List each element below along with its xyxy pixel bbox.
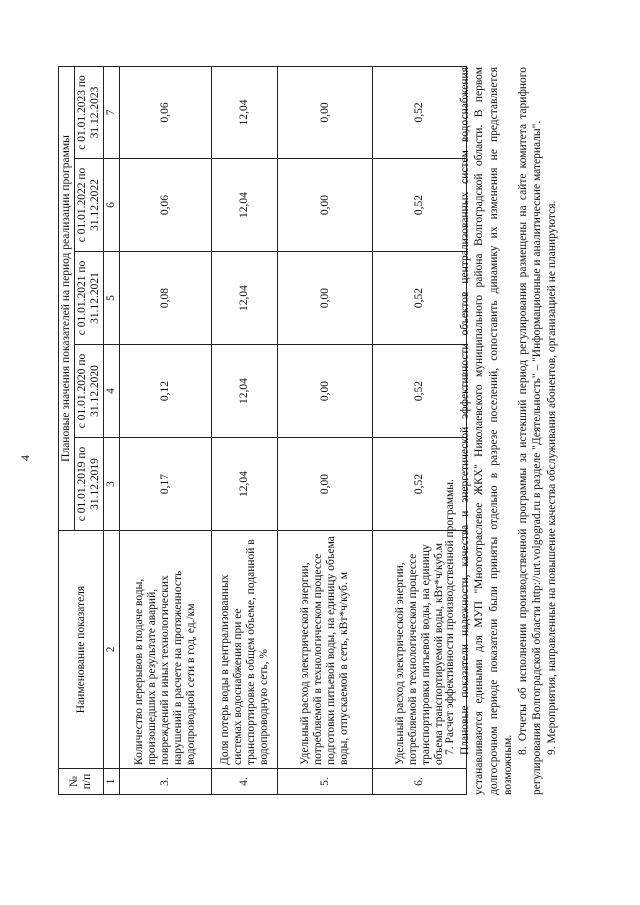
col-number: 2 — [104, 531, 120, 769]
row-value: 0,08 — [120, 252, 212, 345]
col-number: 4 — [104, 345, 120, 438]
row-value: 12,04 — [212, 438, 278, 531]
row-value: 0,12 — [120, 345, 212, 438]
row-value: 12,04 — [212, 252, 278, 345]
section-7-text: Плановые показатели надежности, качества и энергетической эффективности объектов централизованных систем водоснабжения устанавливаются едиными для МУП "Многоотраслевое ЖКХ" Николаевского муниципального района Волгоградской области. В первом долгосрочном периоде показатели были приняты отдельно в разрезе поселений, сопоставить динамику их изменения не представляется возможным. — [458, 67, 514, 795]
row-name: Доля потерь воды в централизованных системах водоснабжения при ее транспортировке в общем объеме, поданной в водопроводную сеть, % — [212, 531, 278, 769]
header-period: с 01.01.2019 по 31.12.2019 — [75, 438, 104, 531]
header-name: Наименование показателя — [59, 531, 104, 769]
table-header-row — [59, 66, 75, 794]
row-name: Количество перерывов в подаче воды, произошедших в результате аварий, повреждений и иных технологических нарушений в расчете на протяженность водопроводной сети в год, ед./км — [120, 531, 212, 769]
column-number-row — [104, 66, 120, 794]
row-name: Удельный расход электрической энергии, потребляемой в технологическом процессе транспортировки питьевой воды, на единицу объема транспортируемой воды, кВт*ч/куб.м — [373, 531, 467, 769]
row-value: 0,52 — [373, 159, 467, 252]
table-row — [278, 66, 373, 794]
header-period: с 01.01.2021 по 31.12.2021 — [75, 252, 104, 345]
header-period: с 01.01.2020 по 31.12.2020 — [75, 345, 104, 438]
header-num: № п/п — [59, 769, 104, 795]
row-value: 0,00 — [278, 66, 373, 158]
row-value: 0,00 — [278, 252, 373, 345]
header-period: с 01.01.2022 по 31.12.2022 — [75, 159, 104, 252]
row-value: 0,00 — [278, 159, 373, 252]
row-value: 0,52 — [373, 345, 467, 438]
table-row — [120, 66, 212, 794]
row-value: 0,52 — [373, 66, 467, 158]
row-value: 12,04 — [212, 159, 278, 252]
row-value: 0,52 — [373, 438, 467, 531]
section-7-heading: 7. Расчет эффективности производственной программы. — [444, 479, 456, 755]
section-8-text: 8. Отчеты об исполнении производственной программы за истекший период регулирования размещены на сайте комитета тарифного регулирования Волгоградской области http://urt.volgograd.ru в разделе "Деятельность" – "Информационные и аналитические материалы". — [516, 67, 543, 795]
row-value: 12,04 — [212, 66, 278, 158]
row-value: 0,52 — [373, 252, 467, 345]
row-num: 6. — [373, 769, 467, 795]
document-body — [443, 67, 559, 795]
row-value: 12,04 — [212, 345, 278, 438]
row-num: 5. — [278, 769, 373, 795]
col-number: 3 — [104, 438, 120, 531]
section-9-text: 9. Мероприятия, направленные на повышение качества обслуживания абонентов, организацией не планируются. — [545, 200, 558, 755]
row-value: 0,00 — [278, 345, 373, 438]
row-value: 0,06 — [120, 159, 212, 252]
header-group: Плановые значения показателей на период реализации программы — [59, 66, 75, 530]
col-number: 5 — [104, 252, 120, 345]
row-num: 3. — [120, 769, 212, 795]
col-number: 1 — [104, 769, 120, 795]
table-row — [212, 66, 278, 794]
row-value: 0,06 — [120, 66, 212, 158]
row-value: 0,00 — [278, 438, 373, 531]
indicators-table — [58, 66, 467, 795]
col-number: 6 — [104, 159, 120, 252]
row-num: 4. — [212, 769, 278, 795]
page-number: 4 — [18, 455, 32, 461]
row-name: Удельный расход электрической энергии, потребляемой в технологическом процессе подготовки питьевой воды, на единицу объема воды, отпускаемой в сеть, кВт*ч/куб. м — [278, 531, 373, 769]
row-value: 0,17 — [120, 438, 212, 531]
col-number: 7 — [104, 66, 120, 158]
header-period: с 01.01.2023 по 31.12.2023 — [75, 66, 104, 158]
